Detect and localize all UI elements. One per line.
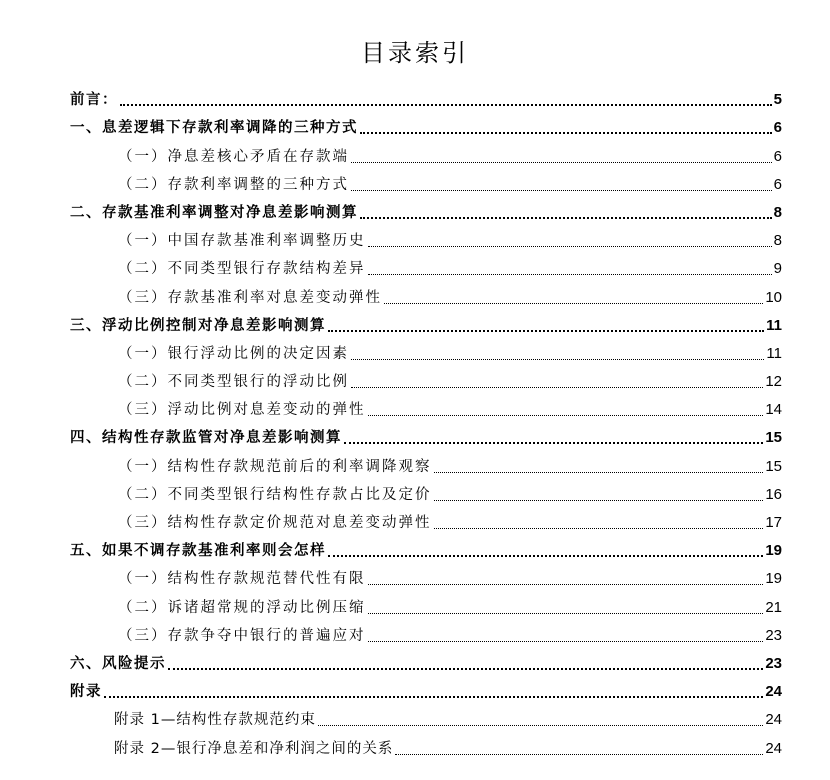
toc-entry-label: 附录 xyxy=(70,684,102,701)
toc-entry-page-number: 14 xyxy=(765,401,782,419)
toc-entry-page-number: 24 xyxy=(765,683,782,701)
toc-entry-page-number: 23 xyxy=(765,654,782,672)
toc-section-entry[interactable] xyxy=(70,535,782,563)
dot-leader xyxy=(168,667,763,670)
dot-leader xyxy=(368,245,772,247)
dot-leader xyxy=(351,161,772,163)
toc-entry-label: （一）结构性存款规范前后的利率调降观察 xyxy=(118,458,432,475)
dot-leader xyxy=(368,583,764,585)
dot-leader xyxy=(384,302,763,304)
dot-leader xyxy=(368,640,764,642)
dot-leader xyxy=(328,329,764,332)
toc-subsection-entry[interactable] xyxy=(70,732,782,760)
toc-subsection-entry[interactable] xyxy=(70,281,782,309)
toc-entry-label: （一）净息差核心矛盾在存款端 xyxy=(118,148,349,165)
toc-entry-label: （二）不同类型银行存款结构差异 xyxy=(118,261,366,278)
toc-entry-page-number: 19 xyxy=(765,542,782,560)
toc-entry-page-number: 6 xyxy=(773,175,782,193)
toc-entry-page-number: 15 xyxy=(765,457,782,475)
dot-leader xyxy=(368,414,764,416)
dot-leader xyxy=(351,189,772,191)
toc-subsection-entry[interactable] xyxy=(70,507,782,535)
toc-entry-page-number: 21 xyxy=(765,598,782,616)
toc-subsection-entry[interactable] xyxy=(70,338,782,366)
dot-leader xyxy=(434,499,764,501)
toc-subsection-entry[interactable] xyxy=(70,394,782,422)
toc-entry-label: （三）存款争夺中银行的普遍应对 xyxy=(118,627,366,644)
toc-entry-page-number: 19 xyxy=(765,570,782,588)
toc-entry-page-number: 8 xyxy=(773,232,782,250)
dot-leader xyxy=(351,358,764,360)
toc-subsection-entry[interactable] xyxy=(70,225,782,253)
toc-subsection-entry[interactable] xyxy=(70,366,782,394)
toc-subsection-entry[interactable] xyxy=(70,169,782,197)
toc-entry-page-number: 24 xyxy=(765,739,782,757)
dot-leader xyxy=(328,554,763,557)
toc-entry-label: （二）不同类型银行结构性存款占比及定价 xyxy=(118,486,432,503)
toc-entry-label: 附录 2—银行净息差和净利润之间的关系 xyxy=(114,740,394,757)
toc-entry-label: （三）浮动比例对息差变动的弹性 xyxy=(118,402,366,419)
toc-entry-label: 附录 1—结构性存款规范约束 xyxy=(114,712,316,729)
dot-leader xyxy=(395,753,763,755)
toc-entry-page-number: 16 xyxy=(765,485,782,503)
toc-entry-page-number: 11 xyxy=(766,316,782,334)
toc-entry-label: 前言： xyxy=(70,92,118,109)
dot-leader xyxy=(368,273,772,275)
table-of-contents xyxy=(70,84,782,761)
toc-section-entry[interactable] xyxy=(70,422,782,450)
toc-section-entry[interactable] xyxy=(70,648,782,676)
dot-leader xyxy=(344,441,763,444)
toc-entry-page-number: 9 xyxy=(773,260,782,278)
toc-entry-label: （三）结构性存款定价规范对息差变动弹性 xyxy=(118,515,432,531)
toc-section-entry[interactable] xyxy=(70,84,782,112)
toc-entry-page-number: 6 xyxy=(773,147,782,165)
toc-entry-page-number: 12 xyxy=(765,373,782,391)
toc-entry-page-number: 24 xyxy=(765,711,782,729)
toc-entry-page-number: 6 xyxy=(773,119,782,137)
toc-entry-label: 四、结构性存款监管对净息差影响测算 xyxy=(70,430,342,447)
toc-subsection-entry[interactable] xyxy=(70,620,782,648)
toc-entry-label: （三）存款基准利率对息差变动弹性 xyxy=(118,289,382,306)
toc-subsection-entry[interactable] xyxy=(70,704,782,732)
toc-subsection-entry[interactable] xyxy=(70,563,782,591)
toc-subsection-entry[interactable] xyxy=(70,479,782,507)
page-title: 目录索引 xyxy=(361,39,469,67)
toc-section-entry[interactable] xyxy=(70,310,782,338)
dot-leader xyxy=(368,612,764,614)
dot-leader xyxy=(360,131,772,134)
dot-leader xyxy=(434,471,764,473)
toc-entry-label: （二）存款利率调整的三种方式 xyxy=(118,176,349,193)
toc-subsection-entry[interactable] xyxy=(70,450,782,478)
toc-entry-label: （一）中国存款基准利率调整历史 xyxy=(118,233,366,250)
toc-entry-page-number: 8 xyxy=(773,203,782,221)
toc-entry-label: （一）银行浮动比例的决定因素 xyxy=(118,345,349,362)
toc-section-entry[interactable] xyxy=(70,676,782,704)
toc-entry-page-number: 23 xyxy=(765,626,782,644)
toc-entry-page-number: 17 xyxy=(765,514,782,531)
dot-leader xyxy=(104,695,763,698)
toc-entry-label: 二、存款基准利率调整对净息差影响测算 xyxy=(70,204,358,221)
toc-entry-label: （一）结构性存款规范替代性有限 xyxy=(118,571,366,588)
toc-subsection-entry[interactable] xyxy=(70,140,782,168)
toc-entry-page-number: 10 xyxy=(765,288,782,306)
toc-entry-label: （二）诉诸超常规的浮动比例压缩 xyxy=(118,599,366,616)
toc-subsection-entry[interactable] xyxy=(70,253,782,281)
toc-entry-page-number: 11 xyxy=(766,344,782,362)
toc-entry-page-number: 5 xyxy=(773,91,782,109)
toc-entry-label: 五、如果不调存款基准利率则会怎样 xyxy=(70,543,326,560)
dot-leader xyxy=(318,724,763,726)
toc-entry-page-number: 15 xyxy=(765,429,782,447)
toc-subsection-entry[interactable] xyxy=(70,591,782,619)
toc-section-entry[interactable] xyxy=(70,197,782,225)
dot-leader xyxy=(351,386,763,388)
toc-entry-label: （二）不同类型银行的浮动比例 xyxy=(118,374,349,391)
dot-leader xyxy=(360,216,772,219)
toc-entry-label: 一、息差逻辑下存款利率调降的三种方式 xyxy=(70,120,358,137)
toc-entry-label: 六、风险提示 xyxy=(70,655,166,672)
toc-section-entry[interactable] xyxy=(70,112,782,140)
dot-leader xyxy=(434,527,764,529)
dot-leader xyxy=(120,103,772,106)
toc-entry-label: 三、浮动比例控制对净息差影响测算 xyxy=(70,317,326,334)
